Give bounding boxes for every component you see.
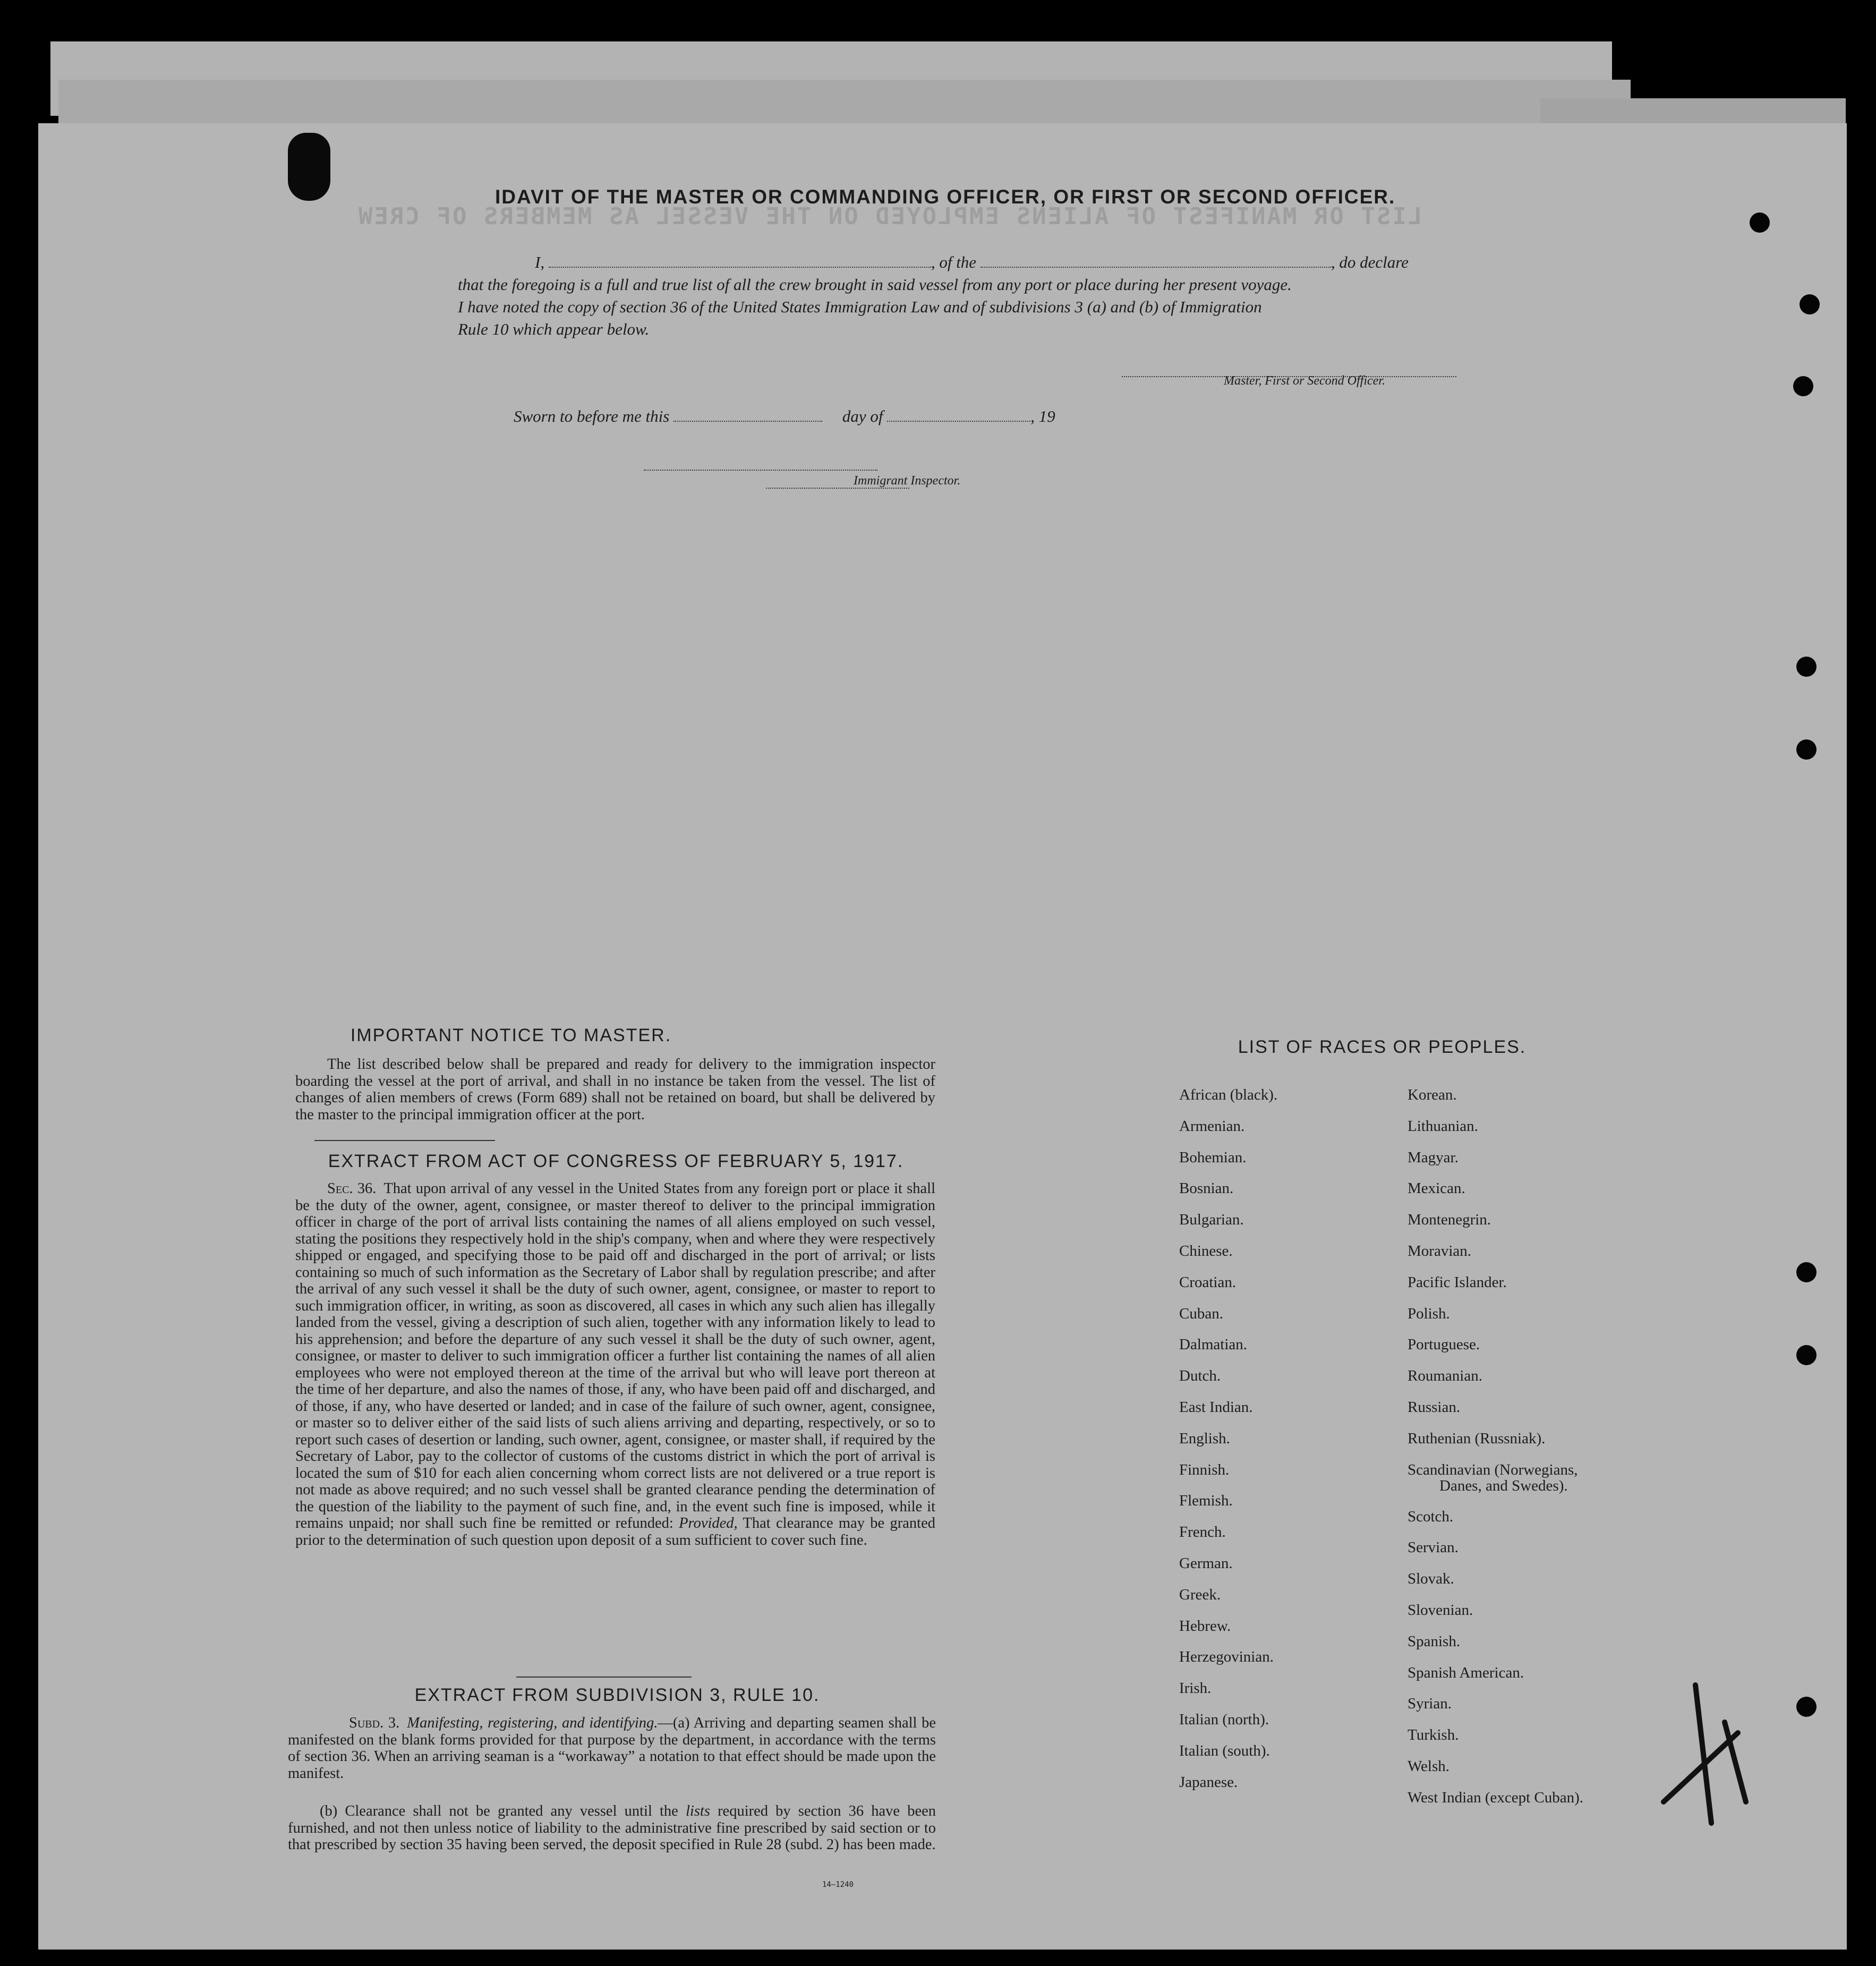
race-item: Polish. — [1408, 1305, 1450, 1322]
rule-para-b-2: required by section 36 have been furnished, and not then unless notice of liability to the administrative fine prescribed by said section or to that prescribed by section 35 having been served, the deposit specified in Rule 28 (subd. 2) has been made. — [288, 1803, 936, 1853]
bleed-through-header: LIST OR MANIFEST OF ALIENS EMPLOYED ON THE VESSEL AS MEMBERS OF CREW — [357, 203, 1422, 230]
race-item: Syrian. — [1408, 1695, 1452, 1713]
race-item: German. — [1179, 1554, 1233, 1572]
race-item: Dutch. — [1179, 1367, 1221, 1385]
affidavit-line-3: I have noted the copy of section 36 of the United States Immigration Law and of subdivisions 3 (a) and (b) of Immigration — [458, 297, 1262, 316]
punch-hole — [1796, 1262, 1817, 1282]
rule — [314, 1140, 495, 1141]
act-body-end: That clearance may be granted prior to the determination of such question upon deposit of a sum sufficient to cover such fine. — [295, 1515, 935, 1548]
race-item: Bohemian. — [1179, 1148, 1247, 1166]
race-item: Korean. — [1408, 1086, 1457, 1103]
sworn-year: , 19 — [1030, 407, 1055, 425]
punch-hole — [1793, 376, 1813, 396]
affidavit-line-1c: , do declare — [1331, 253, 1409, 271]
race-item: Spanish. — [1408, 1632, 1461, 1650]
race-item: Magyar. — [1408, 1148, 1459, 1166]
race-item: French. — [1179, 1524, 1226, 1541]
document-page — [38, 123, 1847, 1950]
affidavit-title: IDAVIT OF THE MASTER OR COMMANDING OFFICER, OR FIRST OR SECOND OFFICER. — [495, 186, 1396, 208]
rule-heading: EXTRACT FROM SUBDIVISION 3, RULE 10. — [414, 1685, 820, 1705]
race-item: Armenian. — [1179, 1117, 1245, 1135]
race-item: Italian (north). — [1179, 1710, 1269, 1728]
race-item: Spanish American. — [1408, 1664, 1524, 1681]
punch-hole — [1796, 739, 1817, 760]
race-item: Slovenian. — [1408, 1601, 1473, 1619]
sworn-label: Sworn to before me this — [514, 407, 670, 425]
vessel-field[interactable] — [980, 253, 1331, 268]
race-item: Croatian. — [1179, 1273, 1237, 1291]
races-right-column — [1408, 1079, 1583, 1814]
race-item: Mexican. — [1408, 1180, 1465, 1197]
race-item: Cuban. — [1179, 1305, 1223, 1322]
rule-para-b-1: (b) Clearance shall not be granted any vessel until the — [320, 1803, 678, 1819]
act-heading: EXTRACT FROM ACT OF CONGRESS OF FEBRUARY 5, 1917. — [328, 1151, 904, 1171]
act-provided: Provided, — [679, 1515, 738, 1531]
race-item: Flemish. — [1179, 1492, 1233, 1510]
rule-subd-label: Subd. 3. — [349, 1715, 400, 1731]
act-body — [295, 1180, 935, 1548]
punch-hole — [1800, 294, 1820, 314]
act-section-label: Sec. 36. — [327, 1180, 377, 1197]
race-item: Servian. — [1408, 1539, 1459, 1556]
notice-heading: IMPORTANT NOTICE TO MASTER. — [350, 1025, 672, 1045]
rule-para-b — [288, 1803, 936, 1853]
race-item: Dalmatian. — [1179, 1336, 1248, 1354]
affidavit-line-1 — [535, 251, 1409, 274]
race-item: Lithuanian. — [1408, 1117, 1478, 1135]
race-item: Moravian. — [1408, 1242, 1471, 1259]
affidavit-line-1a: I, — [535, 253, 545, 271]
race-item: East Indian. — [1179, 1398, 1253, 1416]
race-item: Welsh. — [1408, 1757, 1450, 1775]
master-signature-label: Master, First or Second Officer. — [1224, 374, 1385, 388]
sworn-line — [514, 405, 1055, 428]
race-item: Ruthenian (Russniak). — [1408, 1429, 1546, 1447]
race-item: African (black). — [1179, 1086, 1278, 1103]
race-item: Finnish. — [1179, 1461, 1230, 1478]
race-item: Bulgarian. — [1179, 1211, 1244, 1229]
race-item: Portuguese. — [1408, 1336, 1480, 1354]
race-item: Bosnian. — [1179, 1180, 1234, 1197]
act-body-text: That upon arrival of any vessel in the United States from any foreign port or place it shall be the duty of the owner, agent, consignee, or master thereof to deliver to the principal immigration officer in charge of the port of arrival lists containing the names of all aliens employed on such vessel, stating the positions they respectively hold in the ship's company, when and where they were respectively shipped or engaged, and specifying those to be paid off and discharged in the port of arrival; or lists containing so much of such information as the Secretary of Labor shall by regulation prescribe; and after the arrival of any such vessel it shall be the duty of such owner, agent, consignee, or master to report to such immigration officer, in writing, as soon as discovered, all cases in which any such alien has illegally landed from the vessel, giving a description of such alien, together with any information likely to lead to his apprehension; and before the departure of any such vessel it shall be the duty of such owner, agent, consignee, or master to deliver to such immigration officer a further list containing the names of all alien employees who were not employed thereon at the time of the arrival but who will leave port thereon at the time of her departure, and also the names of those, if any, who have been paid off and discharged, and of those, if any, who have deserted or landed; and in case of the failure of such owner, agent, consignee, or master so to deliver either of the said lists of such aliens arriving and departing, respectively, or so to report such cases of desertion or landing, such owner, agent, consignee, or master shall, if required by the Secretary of Labor, pay to the collector of customs of the customs district in which the port of arrival is located the sum of $10 for each alien concerning whom correct lists are not delivered or a true report is not made as above required; and no such vessel shall be granted clearance pending the determination of the question of the liability to the payment of such fine, and, in the event such fine is imposed, while it remains unpaid; nor shall such fine be remitted or refunded: — [295, 1180, 935, 1531]
inspector-signature-label: Immigrant Inspector. — [854, 474, 961, 488]
race-item: Danes, and Swedes). — [1439, 1477, 1568, 1494]
affidavit-line-2: that the foregoing is a full and true list of all the crew brought in said vessel from any port or place during her present voyage. — [458, 275, 1292, 294]
rule — [516, 1676, 692, 1678]
race-item: Chinese. — [1179, 1242, 1233, 1259]
punch-hole — [1796, 1345, 1817, 1365]
punch-hole — [1796, 657, 1817, 677]
race-item: Roumanian. — [1408, 1367, 1482, 1385]
race-item: Pacific Islander. — [1408, 1273, 1507, 1291]
affidavit-line-1b: , of the — [931, 253, 977, 271]
inspector-signature-line[interactable] — [644, 456, 877, 471]
race-item: Slovak. — [1408, 1570, 1454, 1588]
race-item: Italian (south). — [1179, 1742, 1270, 1759]
race-item: Greek. — [1179, 1586, 1221, 1603]
race-item: Scotch. — [1408, 1508, 1454, 1525]
rule-para-a — [288, 1715, 936, 1782]
sworn-month-field[interactable] — [887, 407, 1030, 422]
notice-body: The list described below shall be prepared and ready for delivery to the immigration inspector boarding the vessel at the port of arrival, and shall in no instance be taken from the vessel. The list of changes of alien members of crews (Form 689) shall not be retained on board, but shall be delivered by the master to the principal immigration officer at the port. — [295, 1056, 935, 1123]
race-item: Irish. — [1179, 1680, 1212, 1697]
race-item: Japanese. — [1179, 1773, 1238, 1791]
races-left-column — [1179, 1079, 1277, 1798]
race-item: Russian. — [1408, 1398, 1461, 1416]
race-item: Scandinavian (Norwegians, — [1408, 1461, 1578, 1478]
race-item: Turkish. — [1408, 1726, 1459, 1744]
race-item: English. — [1179, 1429, 1230, 1447]
form-number: 14—1240 — [822, 1880, 854, 1889]
binder-clip-left — [288, 133, 330, 201]
rule-para-a-text: —(a) Arriving and departing seamen shall be manifested on the blank forms provided for that purpose by the department, in accordance with the terms of section 36. When an arriving seaman is a “workaway” a notation to that effect should be made upon the manifest. — [288, 1715, 936, 1782]
sworn-day-of: day of — [842, 407, 883, 425]
race-item: Hebrew. — [1179, 1617, 1231, 1635]
races-heading: LIST OF RACES OR PEOPLES. — [1238, 1037, 1527, 1057]
punch-hole — [1796, 1697, 1817, 1717]
race-item: Montenegrin. — [1408, 1211, 1491, 1229]
pencil-mark — [1632, 1664, 1770, 1834]
affidavit-line-4: Rule 10 which appear below. — [458, 320, 650, 338]
punch-hole — [1750, 212, 1770, 233]
rule-para-b-lists: lists — [685, 1803, 710, 1819]
rule-subd-title: Manifesting, registering, and identifying. — [407, 1715, 658, 1731]
sworn-day-field[interactable] — [673, 407, 822, 422]
name-field[interactable] — [549, 253, 931, 268]
race-item: Herzegovinian. — [1179, 1648, 1274, 1666]
race-item: West Indian (except Cuban). — [1408, 1789, 1584, 1806]
